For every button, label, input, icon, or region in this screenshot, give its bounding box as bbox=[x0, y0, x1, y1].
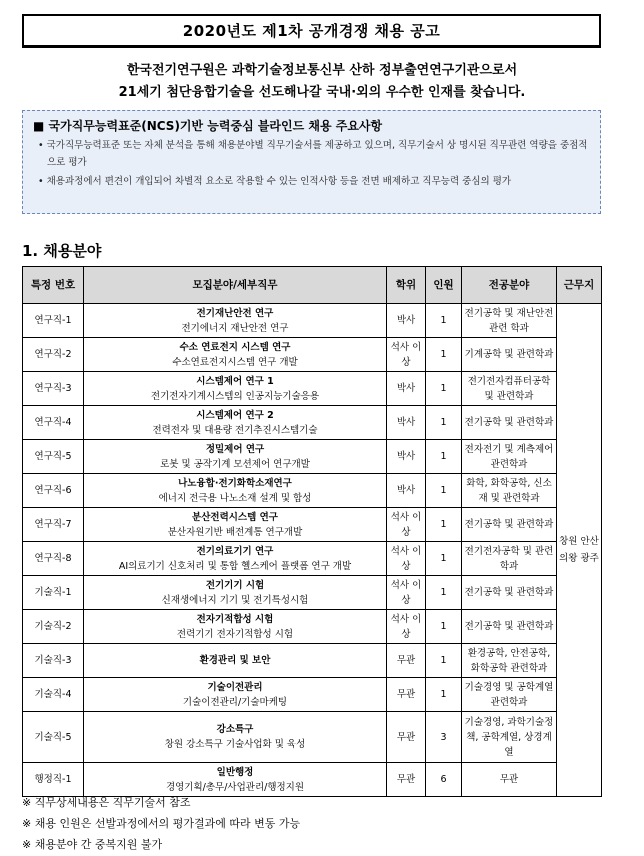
field-detail: 창원 강소특구 기술사업화 및 육성 bbox=[164, 739, 306, 750]
ncs-heading: ■ 국가직무능력표준(NCS)기반 능력중심 블라인드 채용 주요사항 bbox=[33, 119, 383, 133]
field-detail: 전기에너지 재난안전 연구 bbox=[181, 322, 289, 334]
cell-field bbox=[84, 644, 387, 678]
notes bbox=[22, 792, 300, 855]
cell-field bbox=[84, 508, 387, 542]
field-detail: AI의료기기 신호처리 및 통합 헬스케어 플랫폼 연구 개발 bbox=[118, 560, 352, 572]
cell-degree: 박사 bbox=[387, 406, 426, 440]
table-row bbox=[23, 542, 602, 576]
field-detail: 신재생에너지 기기 및 전기특성시험 bbox=[161, 594, 309, 606]
ncs-notice-box bbox=[22, 110, 601, 214]
field-detail: 전기전자기계시스템의 인공지능기술응용 bbox=[150, 390, 320, 402]
field-detail: 경영기획/총무/사업관리/행정지원 bbox=[165, 781, 305, 793]
table-row bbox=[23, 678, 602, 712]
table-row bbox=[23, 712, 602, 763]
cell-code: 연구직-8 bbox=[23, 542, 84, 576]
table-header-row bbox=[23, 267, 602, 304]
cell-code: 연구직-7 bbox=[23, 508, 84, 542]
table-row bbox=[23, 610, 602, 644]
cell-code: 연구직-1 bbox=[23, 304, 84, 338]
cell-degree: 무관 bbox=[387, 644, 426, 678]
cell-major: 전기공학 및 관련학과 bbox=[462, 576, 557, 610]
cell-location: 창원 안산 의왕 광주 bbox=[557, 304, 602, 797]
cell-major: 기계공학 및 관련학과 bbox=[462, 338, 557, 372]
section-title-recruitment-fields: 1. 채용분야 bbox=[22, 242, 102, 260]
page-title: 2020년도 제1차 공개경쟁 채용 공고 bbox=[22, 14, 601, 48]
cell-field bbox=[84, 474, 387, 508]
cell-degree: 무관 bbox=[387, 712, 426, 763]
cell-count: 1 bbox=[426, 338, 462, 372]
header-location: 근무지 bbox=[557, 267, 602, 304]
field-name: 강소특구 bbox=[216, 724, 254, 735]
field-detail: 전력기기 전자기적합성 시험 bbox=[176, 628, 294, 640]
header-count: 인원 bbox=[426, 267, 462, 304]
cell-major: 전기전자공학 및 관련학과 bbox=[462, 542, 557, 576]
cell-code: 연구직-2 bbox=[23, 338, 84, 372]
intro-line-1: 한국전기연구원은 과학기술정보통신부 산하 정부출연연구기관으로서 bbox=[126, 63, 518, 78]
header-code: 특정 번호 bbox=[23, 267, 84, 304]
cell-degree: 석사 이상 bbox=[387, 610, 426, 644]
cell-degree: 박사 bbox=[387, 372, 426, 406]
table-row bbox=[23, 406, 602, 440]
table-row bbox=[23, 644, 602, 678]
cell-major: 기술경영 및 공학계열 관련학과 bbox=[462, 678, 557, 712]
cell-count: 1 bbox=[426, 542, 462, 576]
cell-field bbox=[84, 338, 387, 372]
table-row bbox=[23, 576, 602, 610]
cell-major: 전기공학 및 재난안전관련 학과 bbox=[462, 304, 557, 338]
cell-major: 전기공학 및 관련학과 bbox=[462, 610, 557, 644]
table-row bbox=[23, 474, 602, 508]
cell-count: 1 bbox=[426, 304, 462, 338]
field-name: 정밀제어 연구 bbox=[205, 443, 265, 455]
field-name: 일반행정 bbox=[216, 766, 254, 778]
cell-count: 1 bbox=[426, 372, 462, 406]
recruitment-table bbox=[22, 266, 602, 797]
cell-count: 1 bbox=[426, 474, 462, 508]
cell-degree: 석사 이상 bbox=[387, 576, 426, 610]
cell-field bbox=[84, 406, 387, 440]
cell-code: 기술직-4 bbox=[23, 678, 84, 712]
cell-code: 기술직-3 bbox=[23, 644, 84, 678]
cell-count: 1 bbox=[426, 440, 462, 474]
table-row bbox=[23, 372, 602, 406]
cell-degree: 박사 bbox=[387, 304, 426, 338]
field-name: 수소 연료전지 시스템 연구 bbox=[179, 341, 291, 353]
intro-text bbox=[22, 60, 622, 104]
field-name: 전기재난안전 연구 bbox=[196, 307, 274, 319]
cell-code: 기술직-5 bbox=[23, 712, 84, 763]
cell-major: 환경공학, 안전공학, 화학공학 관련학과 bbox=[462, 644, 557, 678]
cell-major: 전자전기 및 계측제어 관련학과 bbox=[462, 440, 557, 474]
field-detail: 수소연료전지시스템 연구 개발 bbox=[172, 356, 298, 368]
field-name: 환경관리 및 보안 bbox=[199, 655, 271, 666]
field-name: 시스템제어 연구 2 bbox=[196, 409, 274, 421]
cell-field bbox=[84, 712, 387, 763]
header-degree: 학위 bbox=[387, 267, 426, 304]
cell-count: 1 bbox=[426, 576, 462, 610]
cell-degree: 박사 bbox=[387, 474, 426, 508]
cell-degree: 무관 bbox=[387, 763, 426, 797]
cell-field bbox=[84, 542, 387, 576]
field-detail: 로봇 및 공작기계 모션제어 연구개발 bbox=[160, 458, 310, 470]
cell-field bbox=[84, 304, 387, 338]
field-name: 전기의료기기 연구 bbox=[196, 545, 274, 557]
field-name: 전자기적합성 시험 bbox=[196, 613, 274, 625]
cell-degree: 석사 이상 bbox=[387, 508, 426, 542]
field-detail: 기술이전관리/기술마케팅 bbox=[182, 696, 288, 708]
cell-degree: 석사 이상 bbox=[387, 542, 426, 576]
cell-count: 1 bbox=[426, 610, 462, 644]
cell-code: 기술직-2 bbox=[23, 610, 84, 644]
cell-degree: 석사 이상 bbox=[387, 338, 426, 372]
cell-major: 전기공학 및 관련학과 bbox=[462, 406, 557, 440]
cell-count: 3 bbox=[426, 712, 462, 763]
cell-code: 연구직-6 bbox=[23, 474, 84, 508]
cell-field bbox=[84, 440, 387, 474]
cell-count: 1 bbox=[426, 678, 462, 712]
field-name: 분산전력시스템 연구 bbox=[192, 511, 278, 523]
table-row bbox=[23, 508, 602, 542]
cell-major: 기술경영, 과학기술정책, 공학계열, 상경계열 bbox=[462, 712, 557, 763]
cell-field bbox=[84, 372, 387, 406]
cell-code: 연구직-4 bbox=[23, 406, 84, 440]
cell-degree: 무관 bbox=[387, 678, 426, 712]
cell-code: 연구직-5 bbox=[23, 440, 84, 474]
cell-major: 무관 bbox=[462, 763, 557, 797]
table-row bbox=[23, 304, 602, 338]
table-row bbox=[23, 440, 602, 474]
note-item: ※ 직무상세내용은 직무기술서 참조 bbox=[22, 796, 191, 809]
field-detail: 에너지 전극용 나노소재 설계 및 합성 bbox=[158, 492, 312, 504]
field-detail: 분산자원기반 배전계통 연구개발 bbox=[167, 526, 303, 538]
ncs-item: • 채용과정에서 편견이 개입되어 차별적 요소로 작용할 수 있는 인적사항 등을 전면 배제하고 직무능력 중심의 평가 bbox=[33, 173, 590, 190]
note-item: ※ 채용 인원은 선발과정에서의 평가결과에 따라 변동 가능 bbox=[22, 817, 301, 830]
cell-field bbox=[84, 576, 387, 610]
cell-major: 전기공학 및 관련학과 bbox=[462, 508, 557, 542]
cell-count: 1 bbox=[426, 644, 462, 678]
cell-major: 화학, 화학공학, 신소재 및 관련학과 bbox=[462, 474, 557, 508]
field-detail: 전력전자 및 대용량 전기추진시스템기술 bbox=[152, 424, 318, 436]
cell-count: 1 bbox=[426, 406, 462, 440]
cell-code: 행정직-1 bbox=[23, 763, 84, 797]
cell-degree: 박사 bbox=[387, 440, 426, 474]
field-name: 시스템제어 연구 1 bbox=[196, 375, 274, 387]
note-item: ※ 채용분야 간 중복지원 불가 bbox=[22, 838, 163, 851]
cell-code: 연구직-3 bbox=[23, 372, 84, 406]
ncs-item: • 국가직무능력표준 또는 자체 분석을 통해 채용분야별 직무기술서를 제공하고 있으며, 직무기술서 상 명시된 직무관련 역량을 중점적으로 평가 bbox=[33, 137, 590, 171]
table-row bbox=[23, 338, 602, 372]
intro-line-2: 21세기 첨단융합기술을 선도해나갈 국내·외의 우수한 인재를 찾습니다. bbox=[118, 85, 526, 100]
header-major: 전공분야 bbox=[462, 267, 557, 304]
header-field: 모집분야/세부직무 bbox=[84, 267, 387, 304]
cell-count: 6 bbox=[426, 763, 462, 797]
cell-field bbox=[84, 610, 387, 644]
cell-count: 1 bbox=[426, 508, 462, 542]
cell-field bbox=[84, 678, 387, 712]
cell-major: 전기전자컴퓨터공학 및 관련학과 bbox=[462, 372, 557, 406]
cell-code: 기술직-1 bbox=[23, 576, 84, 610]
field-name: 기술이전관리 bbox=[207, 681, 263, 693]
field-name: 나노융합·전기화학소재연구 bbox=[178, 477, 292, 489]
field-name: 전기기기 시험 bbox=[205, 579, 265, 591]
